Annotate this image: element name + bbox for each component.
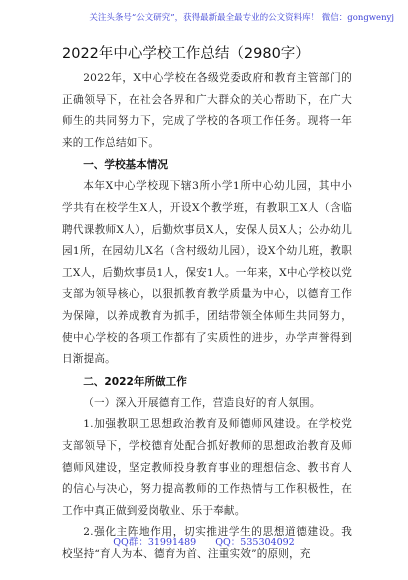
footer-qq-group: QQ群：31991489 [113,537,197,548]
intro-paragraph: 2022年，X中心学校在各级党委政府和教育主管部门的正确领导下，在社会各界和广大群众的关心帮助下，在广大师生的共同努力下，完成了学校的各项工作任务。现将一年来的工作总结如下。 [62,72,352,149]
section2-paragraph-1: 1.加强教职工思想政治教育及师德师风建设。在学校党支部领导下，学校德育处配合抓好教师的思想政治教育及师德师风建设，坚定教师投身教育事业的理想信念、教书育人的信心与决心，努力提高教师的工作热情与工作积极性，在工作中真正做到爱岗敬业、乐于奉献。 [62,418,352,517]
footer-contact [0,534,408,548]
section2-paragraph-2: 2.强化主阵地作用，切实推进学生的思想道德建设。我校坚持“育人为本、德育为首、注重实效”的原则，充 [62,526,352,560]
section1-heading: 一、学校基本情况 [83,159,168,172]
section2-heading: 二、2022年所做工作 [83,375,187,388]
document-content [62,44,352,565]
header-promo-note: 关注头条号“公文研究”，获得最新最全最专业的公文资料库！ 微信：gongwenyj [89,13,394,23]
section2-subheading: （一）深入开展德育工作，营造良好的育人氛围。 [83,396,321,409]
section1-paragraph: 本年X中心学校现下辖3所小学1所中心幼儿园，其中小学共有在校学生X人，开设X个教学班，有教职工X人（含临聘代课教师X人），后勤炊事员X人，安保人员X人；公办幼儿园1所，在园幼儿X名（含村级幼儿园），设X个幼儿班，教职工X人，后勤炊事员1人，保安1人。一年来，X中心学校以党支部为领导核心，以狠抓教育教学质量为中心，以德育工作为保障，以养成教育为抓手，团结带领全体师生共同努力，使中心学校的各项工作都有了实质性的进步，办学声誉得到日渐提高。 [62,180,352,366]
footer-qq-number: QQ：535304092 [215,537,295,548]
document-title: 2022年中心学校工作总结（2980字） [62,46,310,62]
